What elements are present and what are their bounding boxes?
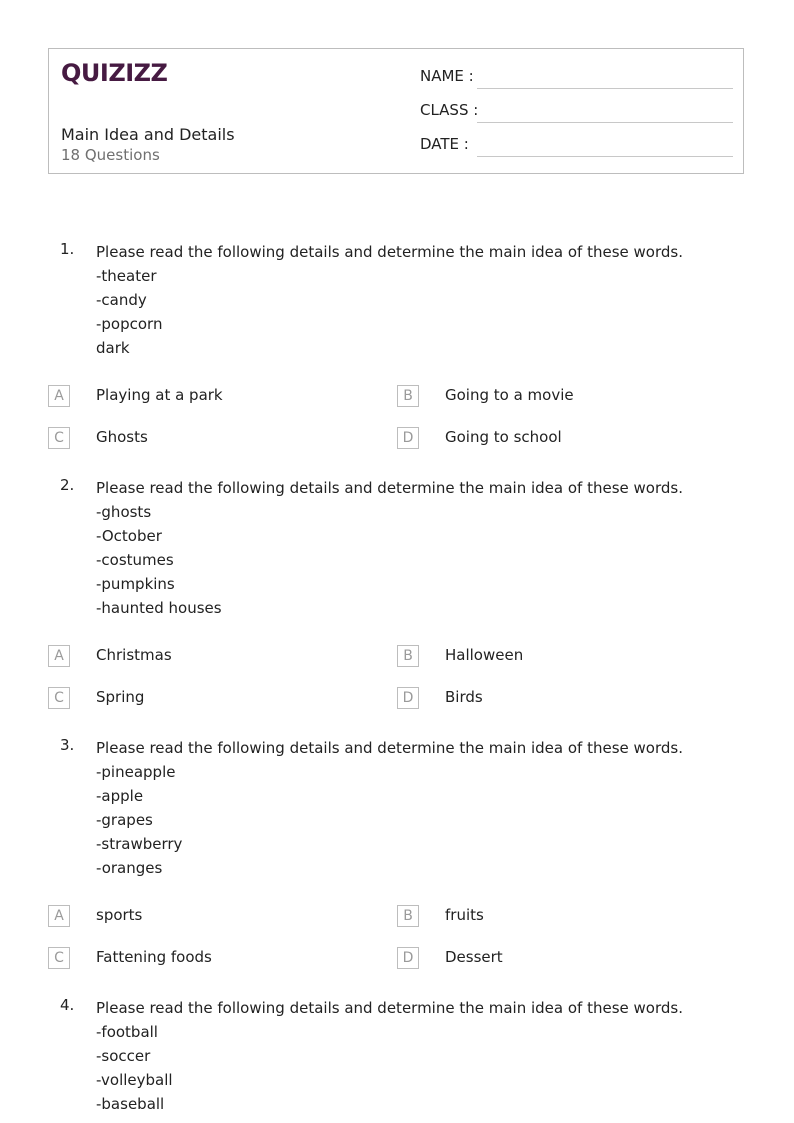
class-label: CLASS :: [420, 101, 479, 119]
date-field[interactable]: [420, 135, 733, 159]
detail-line: -pumpkins: [96, 575, 175, 593]
option-text: Fattening foods: [96, 948, 212, 966]
detail-line: -baseball: [96, 1095, 165, 1113]
option-letter-box[interactable]: D: [397, 687, 419, 709]
option-letter-box[interactable]: B: [397, 645, 419, 667]
detail-line: -grapes: [96, 811, 153, 829]
question-text: [96, 240, 736, 360]
option-text: Dessert: [445, 948, 503, 966]
date-label: DATE :: [420, 135, 469, 153]
option-text: Christmas: [96, 646, 172, 664]
detail-line: -volleyball: [96, 1071, 173, 1089]
question-number: 4.: [60, 996, 75, 1014]
quizizz-logo: QUIZIZZ: [61, 59, 168, 87]
option-text: Going to a movie: [445, 386, 574, 404]
option-text: Playing at a park: [96, 386, 223, 404]
question-number: 2.: [60, 476, 75, 494]
question-line: Please read the following details and determine the main idea of these words.: [96, 243, 683, 261]
option-text: Spring: [96, 688, 145, 706]
option-text: Birds: [445, 688, 483, 706]
option-letter-box[interactable]: D: [397, 947, 419, 969]
detail-line: -soccer: [96, 1047, 151, 1065]
question-line: Please read the following details and determine the main idea of these words.: [96, 999, 683, 1017]
option-letter-box[interactable]: D: [397, 427, 419, 449]
name-line[interactable]: [477, 88, 733, 89]
option-text: Ghosts: [96, 428, 148, 446]
question-line: Please read the following details and determine the main idea of these words.: [96, 739, 683, 757]
question-number: 3.: [60, 736, 75, 754]
option-text: Going to school: [445, 428, 562, 446]
worksheet-title: Main Idea and Details: [61, 125, 235, 144]
question-text: [96, 996, 736, 1116]
option-text: Halloween: [445, 646, 524, 664]
detail-line: -costumes: [96, 551, 174, 569]
name-label: NAME :: [420, 67, 474, 85]
option-letter-box[interactable]: C: [48, 687, 70, 709]
class-line[interactable]: [477, 122, 733, 123]
detail-line: -candy: [96, 291, 147, 309]
question-text: [96, 736, 736, 880]
question-line: Please read the following details and determine the main idea of these words.: [96, 479, 683, 497]
class-field[interactable]: [420, 101, 733, 125]
option-letter-box[interactable]: C: [48, 947, 70, 969]
detail-line: -ghosts: [96, 503, 152, 521]
question-count: 18 Questions: [61, 146, 160, 164]
detail-line: -popcorn: [96, 315, 163, 333]
option-text: fruits: [445, 906, 484, 924]
option-letter-box[interactable]: A: [48, 385, 70, 407]
detail-line: -theater: [96, 267, 157, 285]
detail-line: -haunted houses: [96, 599, 222, 617]
option-letter-box[interactable]: A: [48, 905, 70, 927]
detail-line: -football: [96, 1023, 158, 1041]
detail-line: -strawberry: [96, 835, 183, 853]
detail-line: -pineapple: [96, 763, 176, 781]
question-number: 1.: [60, 240, 75, 258]
detail-line: -oranges: [96, 859, 163, 877]
option-letter-box[interactable]: B: [397, 905, 419, 927]
detail-line: -October: [96, 527, 162, 545]
name-field[interactable]: [420, 67, 733, 91]
option-text: sports: [96, 906, 143, 924]
date-line[interactable]: [477, 156, 733, 157]
option-letter-box[interactable]: B: [397, 385, 419, 407]
detail-line: dark: [96, 339, 130, 357]
worksheet-header: [48, 48, 744, 174]
option-letter-box[interactable]: A: [48, 645, 70, 667]
option-letter-box[interactable]: C: [48, 427, 70, 449]
detail-line: -apple: [96, 787, 144, 805]
question-text: [96, 476, 736, 620]
